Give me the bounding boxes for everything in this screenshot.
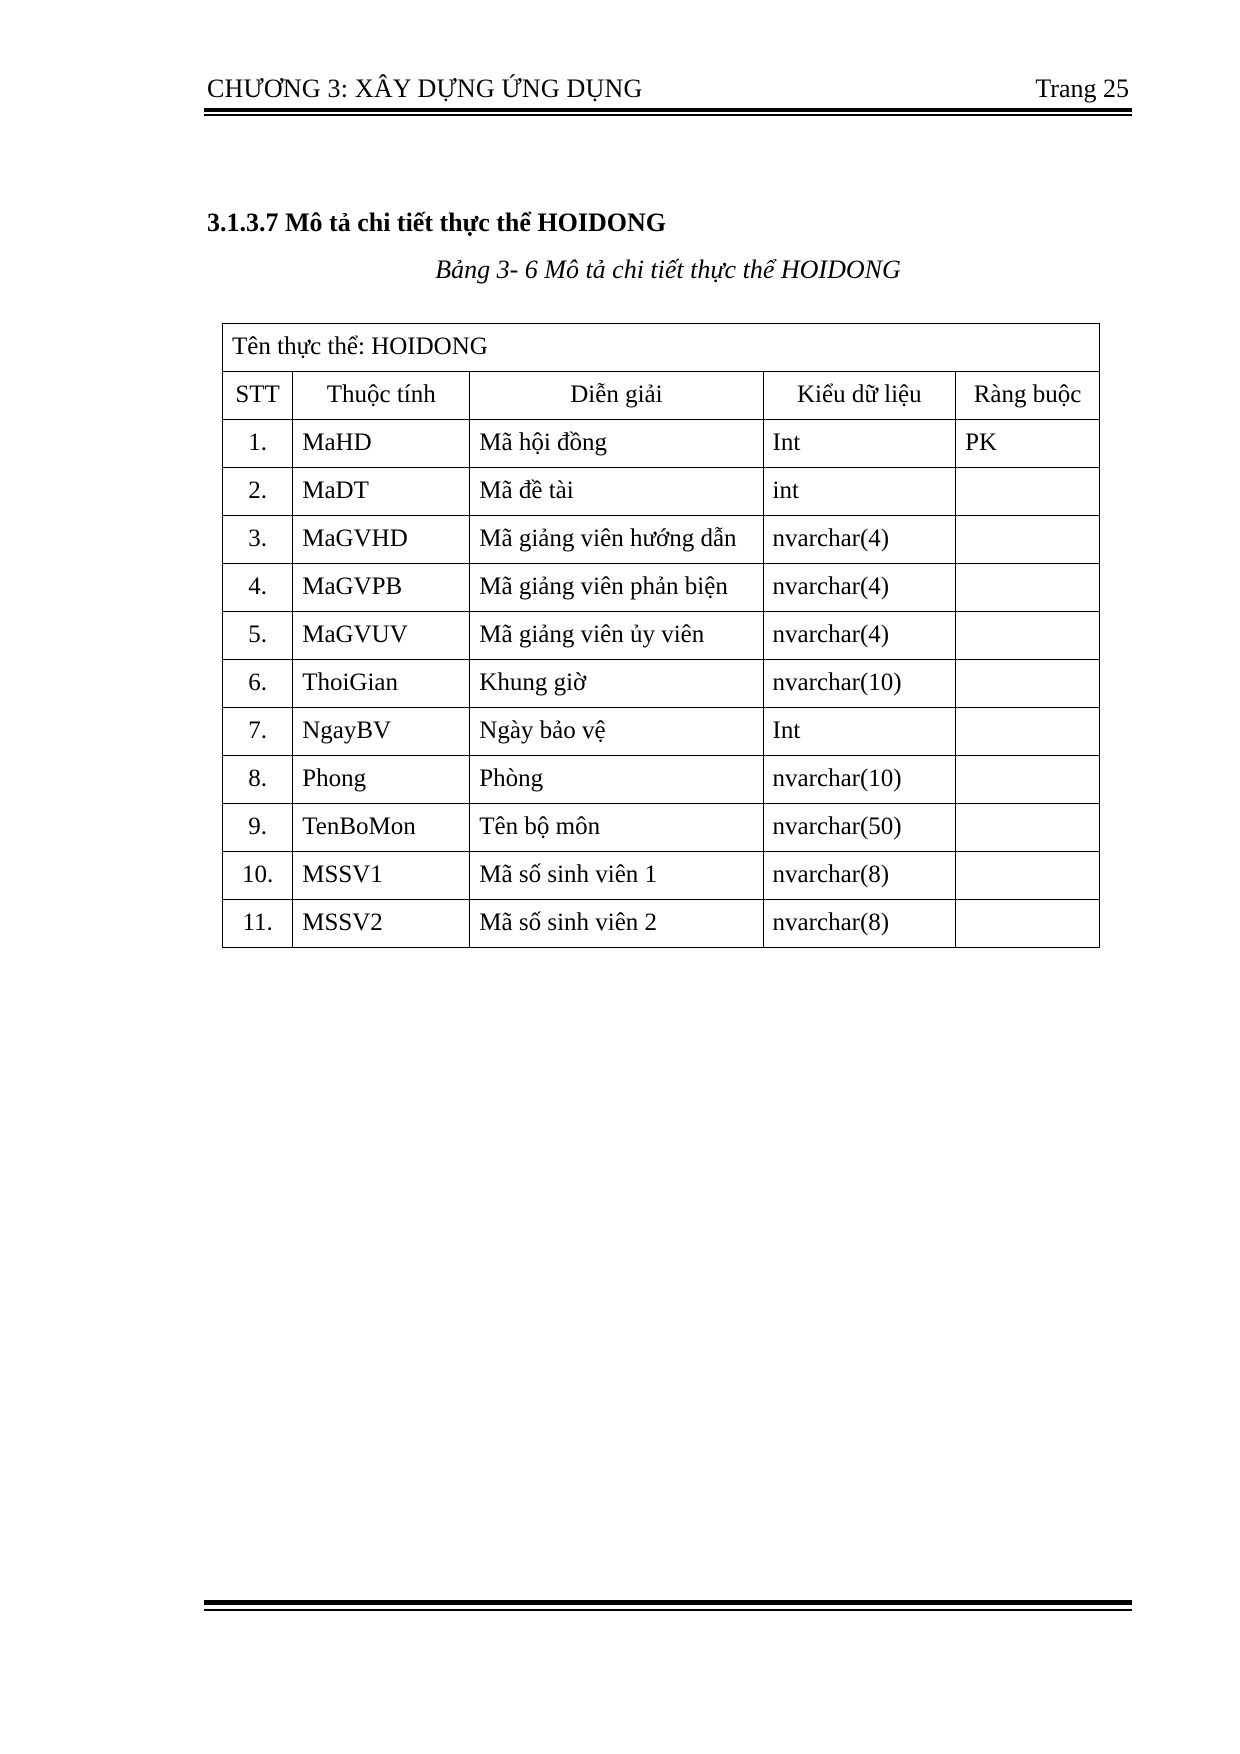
row-stt-cell: 1. (223, 420, 293, 468)
table-row (223, 516, 1100, 564)
table-row (223, 660, 1100, 708)
row-description-cell: Mã hội đồng (470, 420, 763, 468)
row-attribute-cell: MSSV1 (293, 852, 470, 900)
row-attribute-cell: MaGVHD (293, 516, 470, 564)
row-stt-cell: 8. (223, 756, 293, 804)
page-number: Trang 25 (1035, 74, 1129, 103)
row-datatype-cell: nvarchar(4) (763, 516, 956, 564)
page-header (207, 74, 1129, 110)
row-description-cell: Mã giảng viên hướng dẫn (470, 516, 763, 564)
row-description-cell: Mã số sinh viên 2 (470, 900, 763, 948)
table-row (223, 564, 1100, 612)
row-description-cell: Mã giảng viên phản biện (470, 564, 763, 612)
row-constraint-cell (956, 708, 1100, 756)
row-datatype-cell: nvarchar(10) (763, 756, 956, 804)
footer-rule-thin (204, 1609, 1132, 1611)
table-row (223, 756, 1100, 804)
table-row (223, 468, 1100, 516)
table-row (223, 900, 1100, 948)
row-constraint-cell (956, 900, 1100, 948)
column-header-datatype: Kiểu dữ liệu (763, 372, 956, 420)
section-heading: 3.1.3.7 Mô tả chi tiết thực thể HOIDONG (207, 208, 666, 237)
row-stt-cell: 6. (223, 660, 293, 708)
row-attribute-cell: MSSV2 (293, 900, 470, 948)
table-row (223, 804, 1100, 852)
row-description-cell: Khung giờ (470, 660, 763, 708)
column-header-description: Diễn giải (470, 372, 763, 420)
row-description-cell: Mã giảng viên ủy viên (470, 612, 763, 660)
row-datatype-cell: nvarchar(8) (763, 852, 956, 900)
row-stt-cell: 10. (223, 852, 293, 900)
row-stt-cell: 5. (223, 612, 293, 660)
row-description-cell: Mã đề tài (470, 468, 763, 516)
row-stt-cell: 2. (223, 468, 293, 516)
table-body (223, 420, 1100, 948)
row-datatype-cell: nvarchar(4) (763, 564, 956, 612)
row-datatype-cell: nvarchar(8) (763, 900, 956, 948)
row-attribute-cell: NgayBV (293, 708, 470, 756)
row-attribute-cell: MaGVUV (293, 612, 470, 660)
entity-name-row (223, 324, 1100, 372)
row-constraint-cell (956, 756, 1100, 804)
row-attribute-cell: MaDT (293, 468, 470, 516)
row-stt-cell: 3. (223, 516, 293, 564)
row-attribute-cell: MaHD (293, 420, 470, 468)
entity-table (222, 323, 1100, 948)
row-description-cell: Ngày bảo vệ (470, 708, 763, 756)
row-datatype-cell: nvarchar(50) (763, 804, 956, 852)
row-attribute-cell: ThoiGian (293, 660, 470, 708)
header-rule-thin (204, 114, 1132, 116)
row-description-cell: Tên bộ môn (470, 804, 763, 852)
row-constraint-cell (956, 804, 1100, 852)
row-attribute-cell: MaGVPB (293, 564, 470, 612)
row-stt-cell: 11. (223, 900, 293, 948)
row-attribute-cell: TenBoMon (293, 804, 470, 852)
table-header-row (223, 372, 1100, 420)
entity-name-cell: Tên thực thể: HOIDONG (223, 324, 1100, 372)
row-constraint-cell (956, 516, 1100, 564)
table-caption: Bảng 3- 6 Mô tả chi tiết thực thể HOIDONG (435, 255, 901, 284)
table-row (223, 852, 1100, 900)
row-stt-cell: 9. (223, 804, 293, 852)
row-constraint-cell: PK (956, 420, 1100, 468)
row-constraint-cell (956, 564, 1100, 612)
row-stt-cell: 4. (223, 564, 293, 612)
row-datatype-cell: nvarchar(4) (763, 612, 956, 660)
row-constraint-cell (956, 612, 1100, 660)
row-stt-cell: 7. (223, 708, 293, 756)
table-row (223, 708, 1100, 756)
table-row (223, 420, 1100, 468)
row-datatype-cell: nvarchar(10) (763, 660, 956, 708)
column-header-constraint: Ràng buộc (956, 372, 1100, 420)
row-attribute-cell: Phong (293, 756, 470, 804)
table-row (223, 612, 1100, 660)
chapter-title: CHƯƠNG 3: XÂY DỰNG ỨNG DỤNG (207, 74, 643, 103)
footer-rule-thick (204, 1600, 1132, 1605)
column-header-attribute: Thuộc tính (293, 372, 470, 420)
row-description-cell: Mã số sinh viên 1 (470, 852, 763, 900)
row-constraint-cell (956, 660, 1100, 708)
row-constraint-cell (956, 468, 1100, 516)
row-description-cell: Phòng (470, 756, 763, 804)
row-constraint-cell (956, 852, 1100, 900)
header-rule-thick (204, 108, 1132, 112)
row-datatype-cell: int (763, 468, 956, 516)
row-datatype-cell: Int (763, 420, 956, 468)
row-datatype-cell: Int (763, 708, 956, 756)
column-header-stt: STT (223, 372, 293, 420)
